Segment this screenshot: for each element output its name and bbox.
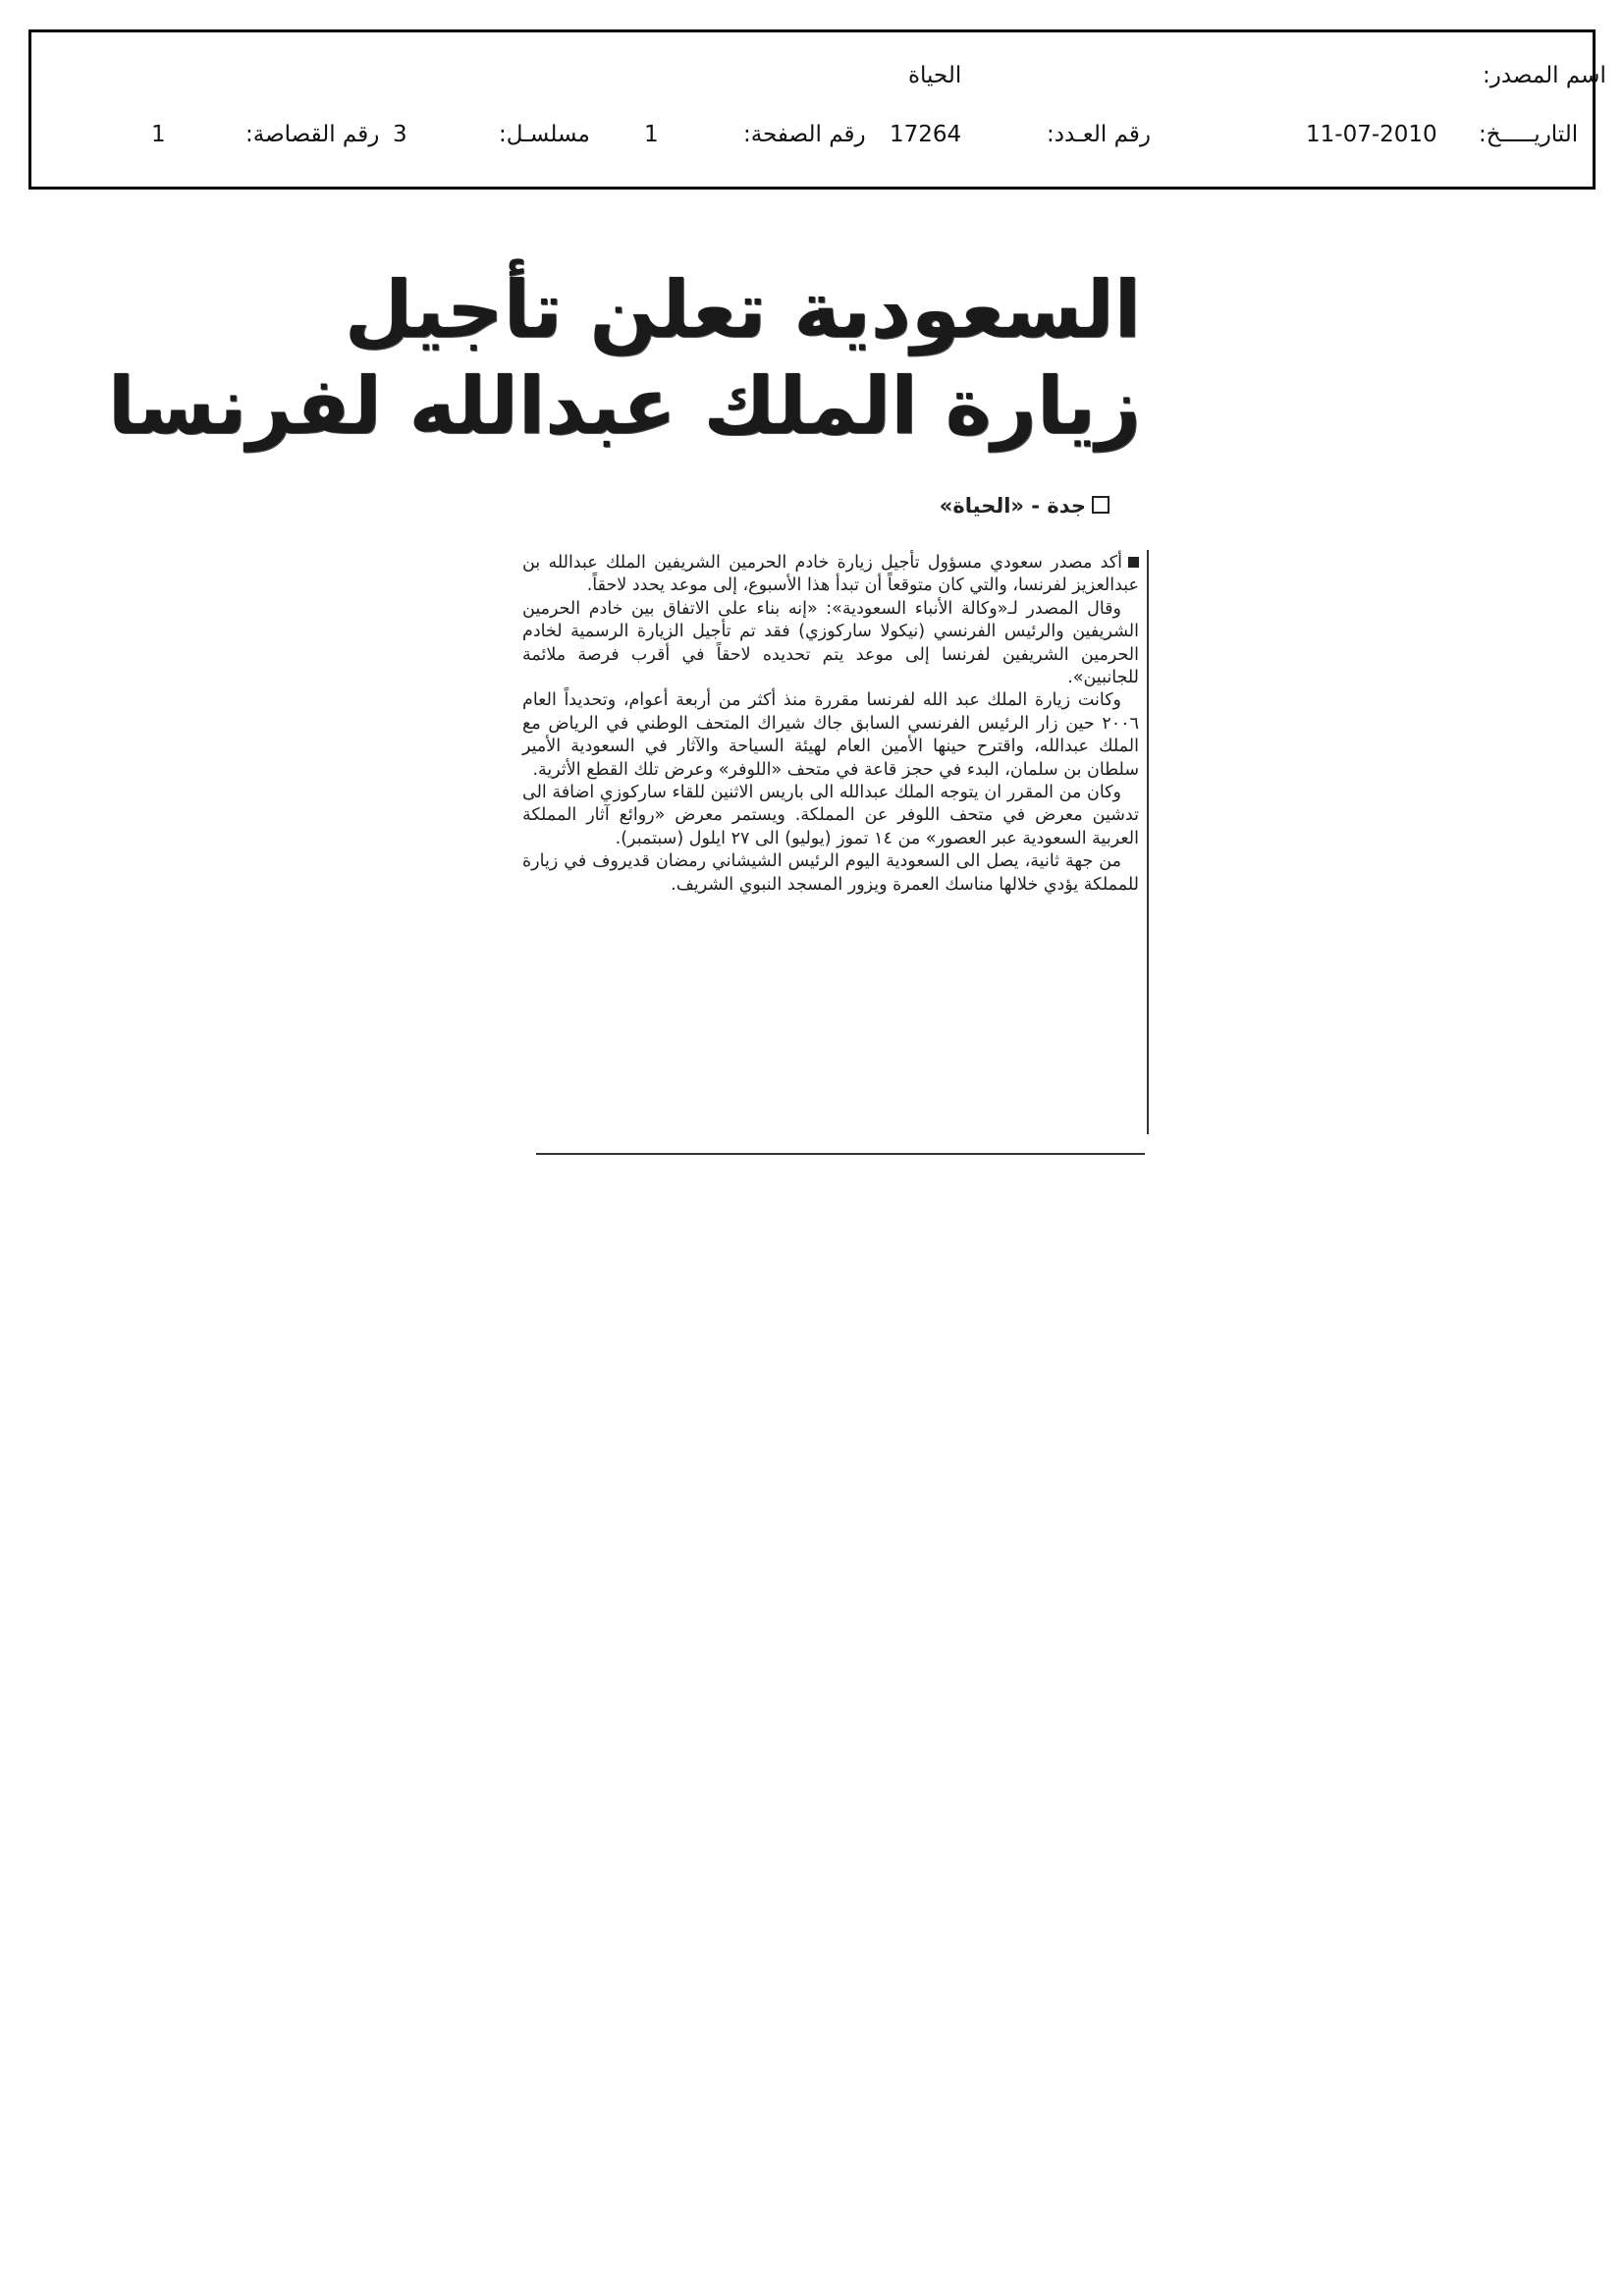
paragraph: وكانت زيارة الملك عبد الله لفرنسا مقررة منذ أكثر من أربعة أعوام، وتحديداً العام ٢٠٠٦ حين زار الرئيس الفرنسي السابق جاك شيراك المتحف الوطني في الرياض مع الملك عبدالله، واقترح حينها الأمين العام لهيئة السياحة والآثار في السعودية الأمير سلطان بن سلمان، البدء في حجز قاعة في متحف «اللوفر» وعرض تلك القطع الأثرية.: [522, 690, 1139, 780]
serial-label: مسلسـل:: [499, 122, 590, 147]
column-rule: [1147, 550, 1149, 1134]
clip-label: رقم القصاصة:: [245, 122, 380, 147]
page-label: رقم الصفحة:: [743, 122, 866, 147]
paragraph: وكان من المقرر ان يتوجه الملك عبدالله الى باريس الاثنين للقاء ساركوزي اضافة الى تدشين معرض في متحف اللوفر عن المملكة. ويستمر معرض «روائع آثار المملكة العربية السعودية عبر العصور» من ١٤ تموز (يوليو) الى ٢٧ ايلول (سبتمبر).: [522, 783, 1139, 848]
paragraph: من جهة ثانية، يصل الى السعودية اليوم الرئيس الشيشاني رمضان قديروف في زيارة للمملكة يؤدي خلالها مناسك العمرة ويزور المسجد النبوي الشريف.: [522, 851, 1139, 895]
square-outline-icon: [1092, 496, 1109, 514]
byline: [940, 493, 1109, 519]
source-value: الحياة: [908, 63, 962, 88]
headline-line-2: زيارة الملك عبدالله لفرنسا: [107, 360, 1141, 452]
page-value: 1: [644, 122, 659, 147]
bottom-rule: [536, 1153, 1145, 1155]
issue-value: 17264: [890, 122, 962, 147]
source-label: اسم المصدر:: [1483, 63, 1606, 88]
issue-label: رقم العـدد:: [1047, 122, 1152, 147]
paragraph: وقال المصدر لـ«وكالة الأنباء السعودية»: «إنه بناء على الاتفاق بين خادم الحرمين الشريفين والرئيس الفرنسي (نيكولا ساركوزي) فقد تم تأجيل الزيارة الرسمية لخادم الحرمين الشريفين لفرنسا إلى موعد يتم تحديده لاحقاً في أقرب فرصة ملائمة للجانبين».: [522, 598, 1139, 688]
headline-line-1: السعودية تعلن تأجيل: [344, 264, 1141, 355]
filled-square-icon: [1128, 557, 1139, 568]
clip-value: 1: [151, 122, 166, 147]
newspaper-clipping: [107, 246, 1149, 1159]
byline-text: جدة - «الحياة»: [939, 494, 1086, 518]
serial-value: 3: [393, 122, 407, 147]
date-label: التاريـــــخ:: [1479, 122, 1579, 147]
article-body: [522, 552, 1139, 897]
date-value: 11-07-2010: [1306, 122, 1437, 147]
paragraph: أكد مصدر سعودي مسؤول تأجيل زيارة خادم الحرمين الشريفين الملك عبدالله بن عبدالعزيز لفرنسا، والتي كان متوقعاً أن تبدأ هذا الأسبوع، إلى موعد يحدد لاحقاً.: [522, 553, 1139, 596]
metadata-box: [28, 29, 1606, 190]
